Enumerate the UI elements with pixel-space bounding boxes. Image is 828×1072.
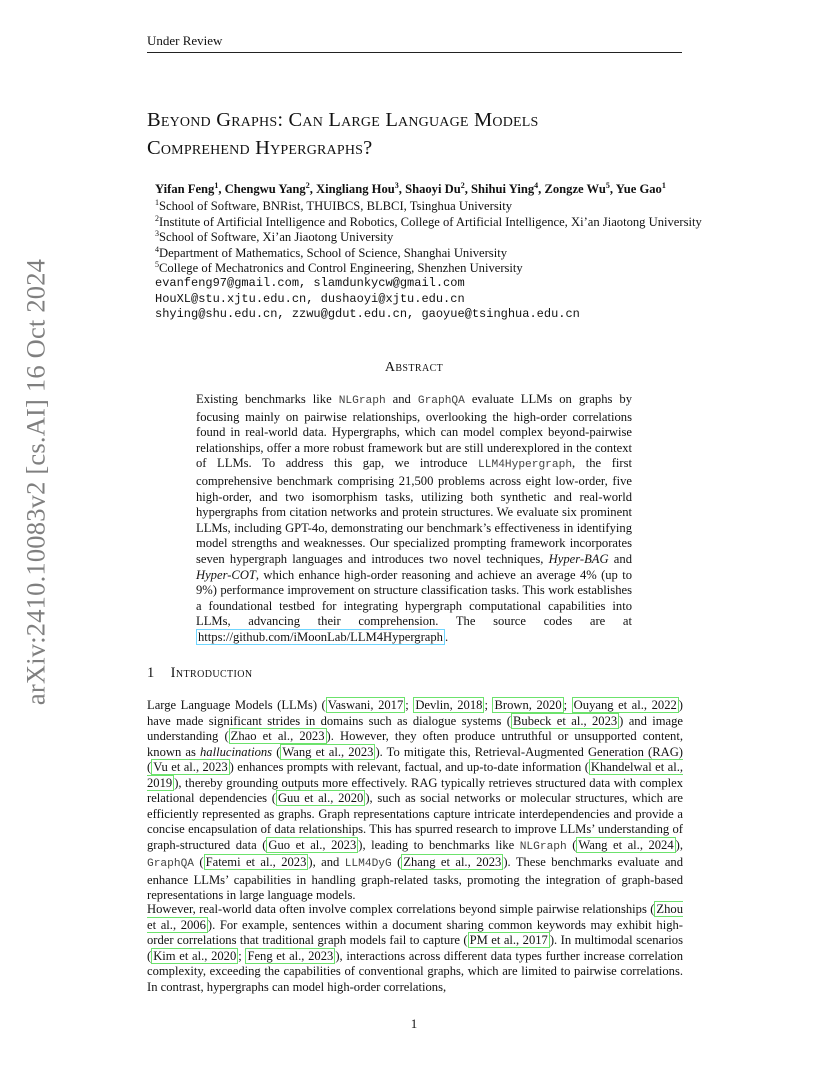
email-line[interactable]: evanfeng97@gmail.com, slamdunkycw@gmail.com bbox=[155, 276, 465, 290]
abstract-body: Existing benchmarks like NLGraph and GraphQA evaluate LLMs on graphs by focusing mainly on pairwise relationships, overlooking the high-order correlations found in real-world data. Hypergraphs, which can model complex beyond-pairwise relationships, offer a more robust framework but are still underexplored in the context of LLMs. To address this gap, we introduce LLM4Hypergraph, the first comprehensive benchmark comprising 21,500 problems across eight low-order, five high-order, and two isomorphism tasks, utilizing both synthetic and real-world hypergraphs from citation networks and protein structures. We evaluate six prominent LLMs, including GPT-4o, demonstrating our benchmark’s effectiveness in identifying model strengths and weaknesses. Our specialized prompting framework incorporates seven hypergraph languages and introduces two novel techniques, Hyper-BAG and Hyper-COT, which enhance high-order reasoning and achieve an average 4% (up to 9%) performance improvement on structure classification tasks. This work establishes a foundational testbed for integrating hypergraph computational capabilities into LLMs, advancing their comprehension. The source codes are at https://github.com/iMoonLab/LLM4Hypergraph . bbox=[196, 392, 632, 644]
citation-link[interactable]: Wang et al., 2023 bbox=[282, 744, 374, 759]
code-repo-link[interactable]: https://github.com/iMoonLab/LLM4Hypergraph bbox=[198, 629, 443, 644]
author-list: Yifan Feng$^1$, Chengwu Yang$^2$, Xingliang Hou$^3$, Shaoyi Du$^2$, Shihui Ying$^4$, Zongze Wu$^5$, Yue Gao$^1$ bbox=[155, 180, 666, 196]
author: Shihui Ying$^4$ bbox=[471, 180, 539, 196]
email-line[interactable]: HouXL@stu.xjtu.edu.cn, dushaoyi@xjtu.edu.cn bbox=[155, 291, 465, 306]
section-heading bbox=[147, 665, 253, 682]
intro-paragraph-2: However, real-world data often involve complex correlations beyond simple pairwise relationships ( Zhou et al., 2006 ). For example, sentences within a document sharing common keywords may exhibit high-order correlations that traditional graph models fail to capture ( PM et al., 2017 ). In multimodal scenarios ( Kim et al., 2020 ; Feng et al., 2023 ), interactions across different data types further increase correlation complexity, exceeding the capabilities of conventional graphs, which are limited to pairwise correlations. In contrast, hypergraphs can model high-order correlations, bbox=[147, 902, 684, 994]
running-header: Under Review bbox=[147, 33, 682, 53]
citation-link[interactable]: Ouyang et al., 2022 bbox=[573, 698, 677, 712]
citation-link[interactable]: Guu et al., 2020 bbox=[277, 791, 364, 805]
citation-link[interactable]: Zhou et al., 2006 bbox=[147, 902, 683, 932]
citation-link[interactable]: Vaswani, 2017 bbox=[327, 698, 404, 712]
section-number: 1 bbox=[147, 665, 155, 681]
citation-link[interactable]: Brown, 2020 bbox=[494, 698, 562, 712]
affiliation: $^1$School of Software, BNRist, THUIBCS, BLBCI, Tsinghua University bbox=[155, 197, 513, 213]
citation-link[interactable]: Devlin, 2018 bbox=[415, 698, 483, 712]
author: Yifan Feng$^1$ bbox=[155, 180, 219, 196]
arxiv-identifier[interactable]: arXiv:2410.10083v2 [cs.AI] 16 Oct 2024 bbox=[20, 258, 51, 706]
page-number: 1 bbox=[410, 1016, 418, 1031]
author: Shaoyi Du$^2$ bbox=[405, 180, 465, 196]
citation-link[interactable]: Wang et al., 2024 bbox=[578, 837, 674, 852]
citation-link[interactable]: PM et al., 2017 bbox=[469, 933, 548, 947]
citation-link[interactable]: Fatemi et al., 2023 bbox=[205, 855, 307, 869]
citation-link[interactable]: Bubeck et al., 2023 bbox=[513, 713, 618, 728]
title-line-2: Comprehend Hypergraphs? bbox=[147, 137, 373, 159]
arxiv-stamp bbox=[0, 0, 60, 1072]
citation-link[interactable]: Zhang et al., 2023 bbox=[403, 855, 502, 869]
affiliation: $^5$College of Mechatronics and Control Engineering, Shenzhen University bbox=[155, 259, 523, 275]
title-line-1: Beyond Graphs: Can Large Language Models bbox=[147, 109, 539, 131]
author: Xingliang Hou$^3$ bbox=[316, 180, 399, 196]
citation-link[interactable]: Khandelwal et al., 2019 bbox=[147, 760, 683, 790]
affiliation: $^3$School of Software, Xi’an Jiaotong University bbox=[155, 228, 394, 244]
citation-link[interactable]: Zhao et al., 2023 bbox=[230, 729, 325, 743]
author: Chengwu Yang$^2$ bbox=[224, 180, 310, 196]
intro-paragraph-1: Large Language Models (LLMs) ( Vaswani, 2017 ; Devlin, 2018 ; Brown, 2020 ; Ouyang et al., 2022 ) have made significant strides in domains such as dialogue systems ( Bubeck et al., 2023 ) and image understanding ( Zhao et al., 2023 ). However, they often produce untruthful or unsupported content, known as hallucinations ( Wang et al., 2023 ). To mitigate this, Retrieval-Augmented Generation (RAG) ( Vu et al., 2023 ) enhances prompts with relevant, factual, and up-to-date information ( Khandelwal et al., 2019 ), thereby grounding outputs more effectively. RAG typically retrieves structured data with complex relational dependencies ( Guu et al., 2020 ), such as social networks or molecular structures, which are efficiently represented as graphs. Graph representations capture intricate interdependencies and provide a concise encapsulation of data relationships. This has spurred research to improve LLMs’ understanding of graph-structured data ( Guo et al., 2023 ), leading to benchmarks like NLGraph ( Wang et al., 2024 ), GraphQA ( Fatemi et al., 2023 ), and LLM4DyG ( Zhang et al., 2023 ). These benchmarks evaluate and enhance LLMs’ capabilities in handling graph-related tasks, promoting the integration of graph-based representations in large language models. bbox=[147, 698, 684, 902]
affiliation: $^2$Institute of Artificial Intelligence and Robotics, College of Artificial Intelligence, Xi’an Jiaotong University bbox=[155, 213, 702, 229]
citation-link[interactable]: Vu et al., 2023 bbox=[153, 760, 228, 774]
email-line[interactable]: shying@shu.edu.cn, zzwu@gdut.edu.cn, gaoyue@tsinghua.edu.cn bbox=[155, 307, 580, 321]
author: Yue Gao$^1$ bbox=[615, 180, 666, 196]
citation-link[interactable]: Guo et al., 2023 bbox=[268, 837, 357, 852]
affiliation: $^4$Department of Mathematics, School of Science, Shanghai University bbox=[155, 244, 507, 260]
citation-link[interactable]: Feng et al., 2023 bbox=[247, 948, 334, 963]
paper-title bbox=[147, 106, 707, 162]
abstract-heading: Abstract bbox=[384, 360, 444, 375]
citation-link[interactable]: Kim et al., 2020 bbox=[153, 948, 237, 963]
section-title: Introduction bbox=[170, 665, 253, 681]
author: Zongze Wu$^5$ bbox=[544, 180, 610, 196]
